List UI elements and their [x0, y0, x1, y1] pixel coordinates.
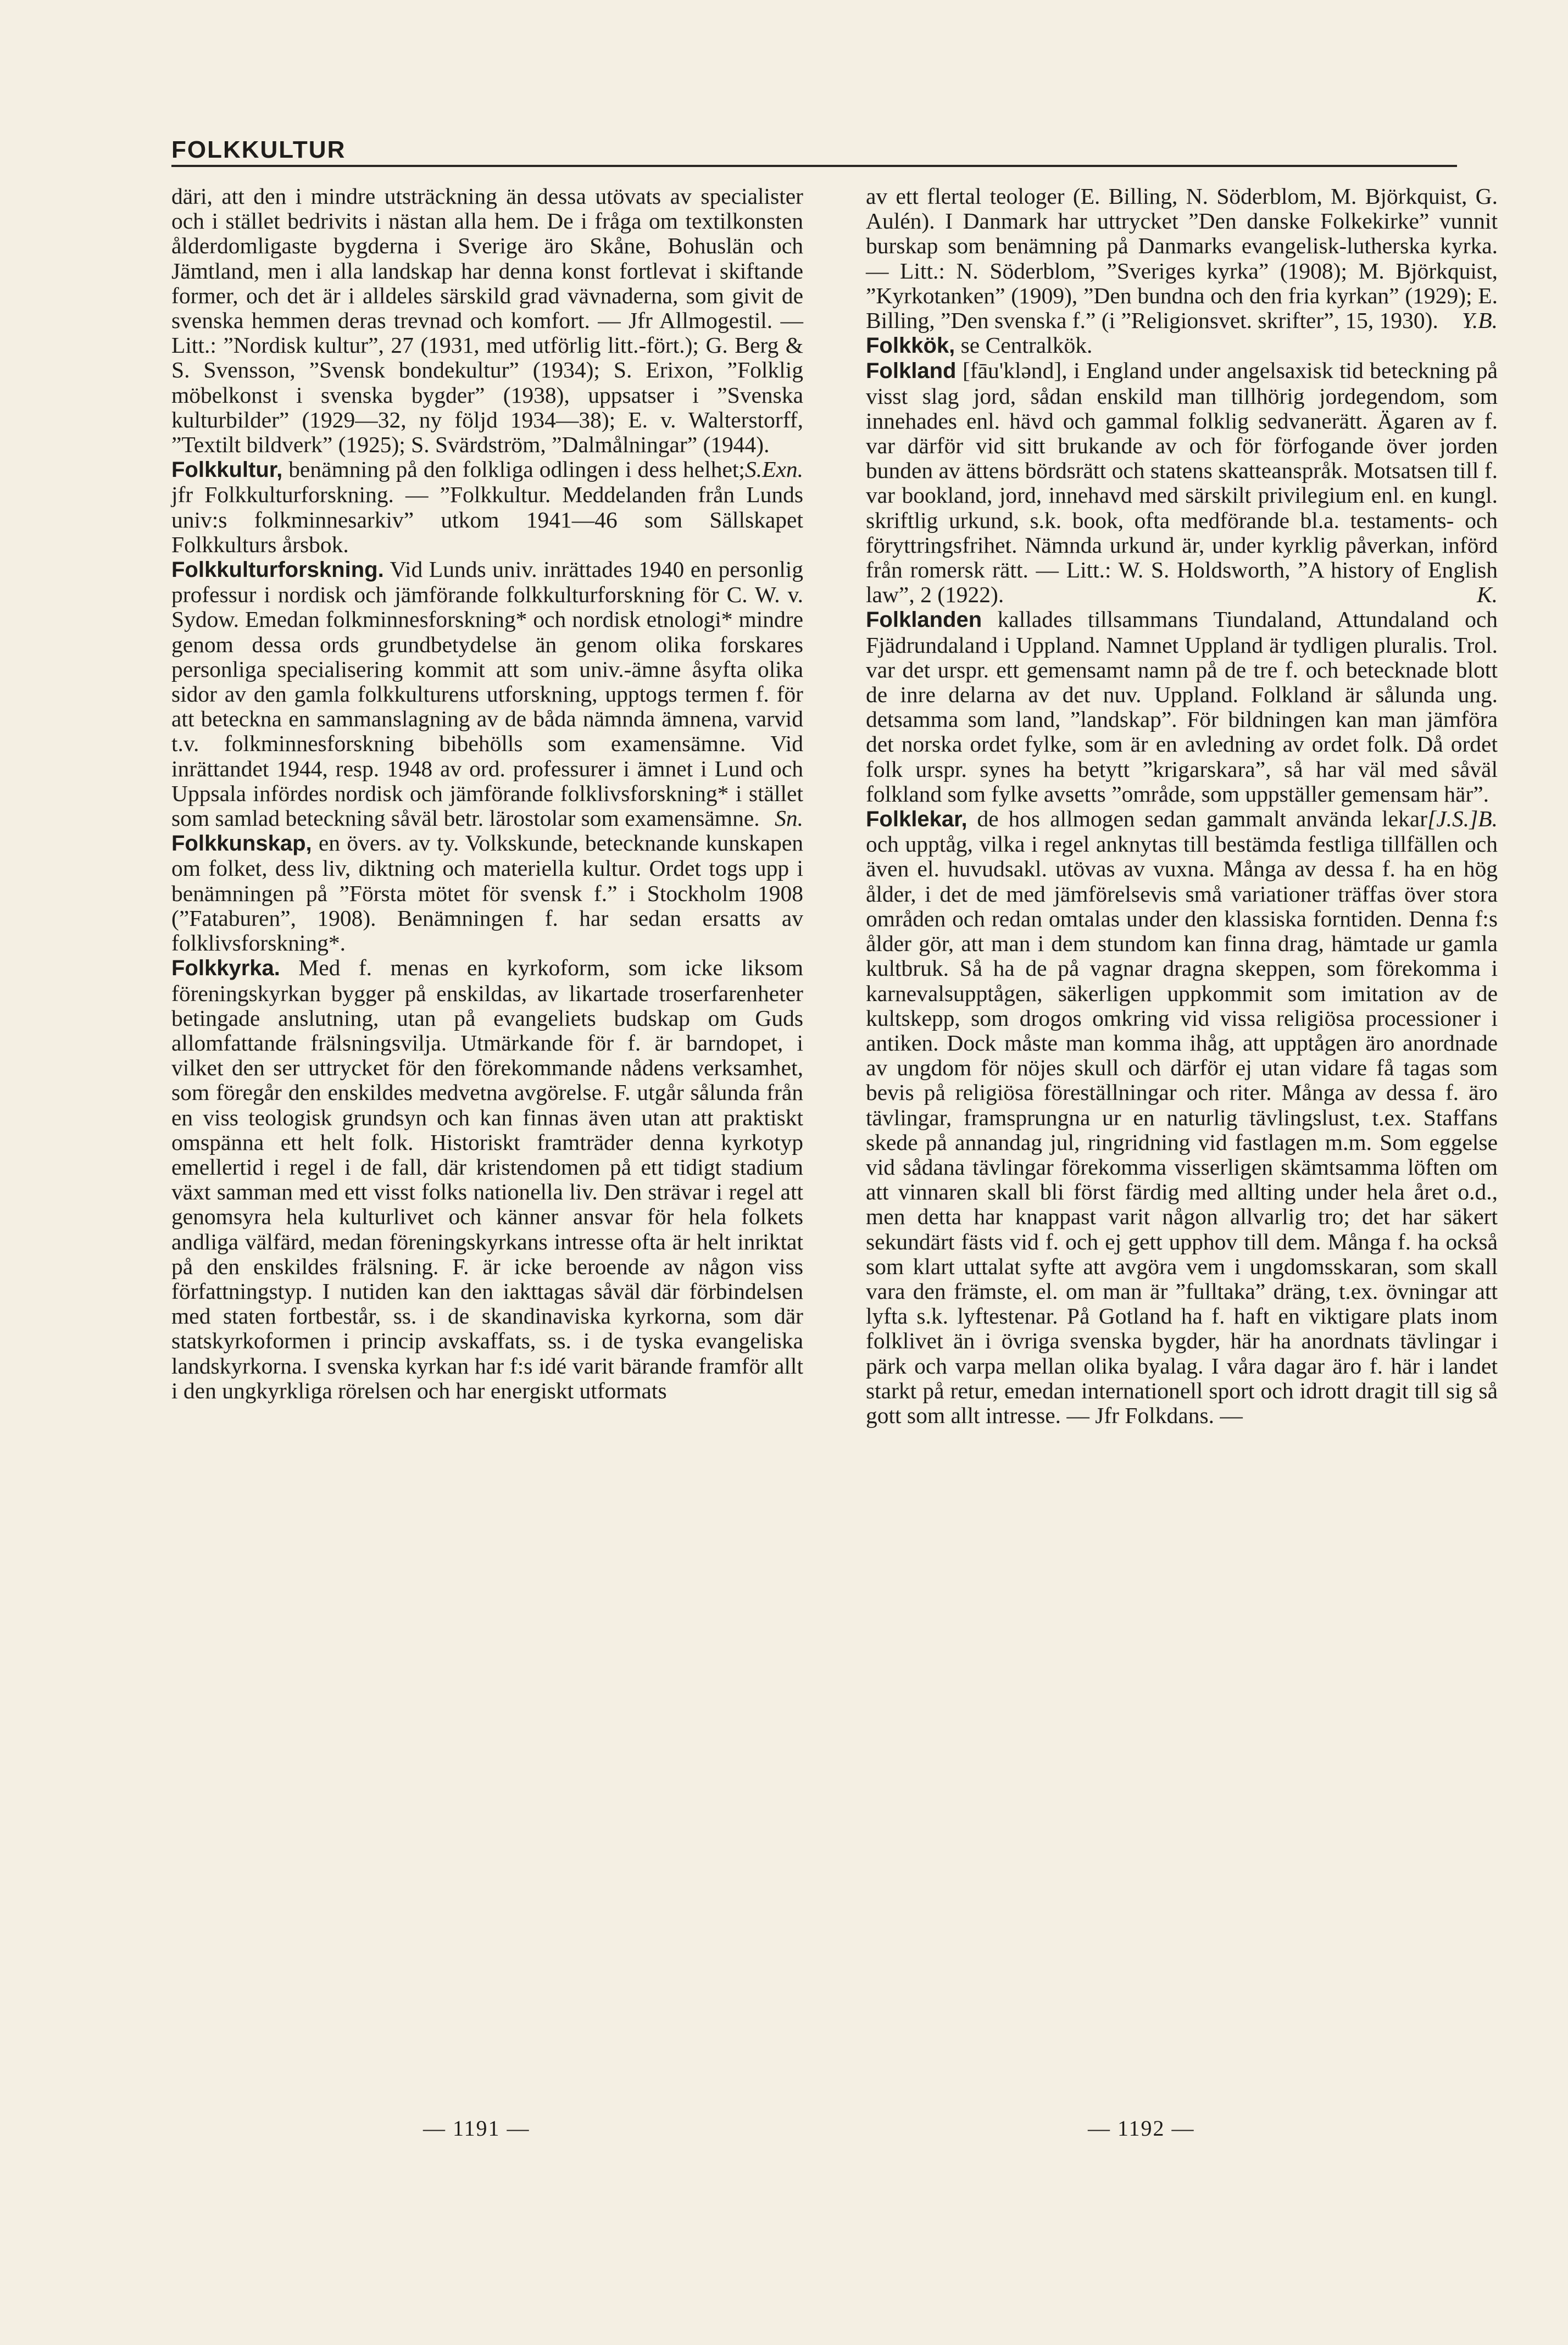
entry-text: däri, att den i mindre utsträckning än dessa utövats av specialister och i stället bedrivits i nästan alla hem. De i fråga om textilkonsten ålderdomligaste bygderna i Sverige äro Skåne, Bohuslän och Jämtland, men i alla landskap har denna konst fortlevat i skiftande former, och det är i alldeles särskild grad vävnaderna, som givit de svenska hemmen deras trevnad och komfort. — Jfr Allmogestil. — Litt.: ”Nordisk kultur”, 27 (1931, med utförlig litt.-fört.); G. Berg & S. Svensson, ”Svensk bondekultur” (1934); S. Erixon, ”Folklig möbelkonst i svenska bygder” (1938), uppsatser i ”Svenska kulturbilder” (1929—32, ny följd 1934—38); E. v. Walterstorff, ”Textilt bildverk” (1925); S. Svärdström, ”Dalmålningar” (1944).	[171, 184, 803, 458]
entry-headword: Folkkök,	[866, 334, 955, 358]
entry-text: kallades tillsammans Tiundaland, Attundaland och Fjädrundaland i Uppland. Namnet Uppland är tydligen pluralis. Trol. var det urspr. ett gemensamt namn på de tre f. och betecknade blott de inre delarna av det nuv. Uppland. Folkland är sålunda ung. detsamma som land, ”landskap”. För bildningen kan man jämföra det norska ordet fylke, som är en avledning av ordet folk. Då ordet folk urspr. synes ha betytt ”krigarskara”, så har väl med såväl folkland som fylke avsetts ”område, som uppställer gemensam här”.	[866, 607, 1498, 807]
author-signature: Sn.	[775, 805, 803, 831]
entry-folkkunskap	[171, 831, 803, 955]
entry-headword: Folklekar,	[866, 807, 968, 832]
entry-text: benämning på den folkliga odlingen i dess helhet; jfr Folkkulturforskning. — ”Folkkultur. Meddelanden från Lunds univ:s folkminnesarkiv” utkom 1941—46 som Sällskapet Folkkulturs årsbok.	[171, 457, 803, 557]
entry-headword: Folklanden	[866, 608, 982, 632]
entry-folkkultur	[171, 457, 803, 557]
entry-folklekar	[866, 807, 1498, 1428]
entry-text: [fāu'klənd], i England under angelsaxisk tid beteckning på visst slag jord, sådan enskild man tillhörig jordegendom, som innehades enl. hävd och gammal folklig sedvanerätt. Ägaren av f. var därför vid sitt brukande av och för förfogande över jorden bunden av ättens bördsrätt och statens skatteanspråk. Motsatsen till f. var bookland, jord, innehavd med särskilt privilegium enl. en kungl. skriftlig urkund, s.k. book, ofta medförande bl.a. testaments- och föryttringsfrihet. Nämnda urkund är, under kyrklig påverkan, införd från romersk rätt. — Litt.: W. S. Holdsworth, ”A history of English law”, 2 (1922).	[866, 358, 1498, 608]
author-signature: Y.B.	[1461, 308, 1498, 334]
column-left	[171, 184, 803, 1403]
entry-text: av ett flertal teologer (E. Billing, N. Söderblom, M. Björkquist, G. Aulén). I Danmark har uttrycket ”Den danske Folkekirke” vunnit burskap som benämning på Danmarks evangelisk-lutherska kyrka. — Litt.: N. Söderblom, ”Sveriges kyrka” (1908); M. Björkquist, ”Kyrkotanken” (1909), ”Den bundna och den fria kyrkan” (1929); E. Billing, ”Den svenska f.” (i ”Religionsvet. skrifter”, 15, 1930).	[866, 184, 1498, 334]
entry-headword: Folkland	[866, 359, 957, 384]
entry-folkkok	[866, 333, 1498, 358]
author-signature: [J.S.]B.	[1427, 806, 1498, 832]
entry-headword: Folkkunskap,	[171, 831, 312, 856]
entry-folkkyrka	[171, 955, 803, 1403]
entry-folkkulturforskning	[171, 557, 803, 831]
entry-text: de hos allmogen sedan gammalt använda lekar och upptåg, vilka i regel anknytas till bestämda festliga tillfällen och även el. huvudsakl. utövas av vuxna. Många av dessa f. ha en hög ålder, i det de med jämförelsevis små variationer träffas över stora områden och redan omtalas under den klassiska forntiden. Denna f:s ålder gör, att man i dem stundom kan finna drag, hämtade ur gamla kultbruk. Så ha de på vagnar dragna skeppen, som förekomma i karnevalsupptågen, säkerligen uppkommit som imitation av de kultskepp, som drogos omkring vid vissa religiösa processioner i antiken. Dock måste man komma ihåg, att upptågen äro anordnade av ungdom för nöjes skull och därför ej utan vidare få tagas som bevis på religiösa föreställningar och riter. Många av dessa f. äro tävlingar, framsprungna ur en naturlig tävlingslust, t.ex. Staffans skede på annandag jul, ringridning vid fastlagen m.m. Som eggelse vid sådana tävlingar förekomma visserligen skämtsamma löften om att vinnaren skall bli först färdig med allting under hela året o.d., men detta har knappast varit någon allvarlig tro; det har säkert sekundärt fästs vid f. och ej gett upphov till dem. Många f. ha också som klart uttalat syfte att avgöra vem i ungdomsskaran, som skall vara den främste, el. om man är ”fulltaka” dräng, t.ex. övningar att lyfta s.k. lyftestenar. På Gotland ha f. haft en viktigare plats inom folklivet än i övriga svenska bygder, här ha anordnats tävlingar i pärk och varpa mellan olika byalag. I våra dagar äro f. här i landet starkt på retur, emedan internationell sport och idrott dragit till sig så gott som allt intresse. — Jfr Folkdans. —	[866, 806, 1498, 1428]
page-number-left: — 1191 —	[423, 2116, 530, 2141]
entry-continuation	[866, 184, 1498, 333]
entry-folkland	[866, 358, 1498, 607]
entry-text: Vid Lunds univ. inrättades 1940 en personlig professur i nordisk och jämförande folkkulturforskning för C. W. v. Sydow. Emedan folkminnesforskning* och nordisk etnologi* mindre genom dessa ords grundbetydelse än genom olika forskares personliga specialisering kommit att som univ.-ämne åsyfta olika sidor av den gamla folkkulturens utforskning, upptogs termen f. för att beteckna en sammanslagning av de båda nämnda ämnena, varvid t.v. folkminnesforskning bibehölls som examensämne. Vid inrättandet 1944, resp. 1948 av ord. professurer i ämnet i Lund och Uppsala infördes nordisk och jämförande folklivsforskning* i stället som samlad beteckning såväl betr. lärostolar som examensämne.	[171, 557, 803, 831]
entry-text: en övers. av ty. Volkskunde, betecknande kunskapen om folket, dess liv, diktning och materiella kultur. Ordet togs upp i benämningen på ”Första mötet för svensk f.” i Stockholm 1908 (”Fataburen”, 1908). Benämningen f. har sedan ersatts av folklivsforskning*.	[171, 830, 803, 956]
entry-text: se Centralkök.	[955, 332, 1093, 358]
author-signature: S.Exn.	[744, 457, 803, 482]
running-head: FOLKKULTUR	[171, 136, 346, 163]
author-signature: K.	[1476, 582, 1498, 608]
page-number-right: — 1192 —	[1088, 2116, 1195, 2141]
column-right	[866, 184, 1498, 1428]
entry-headword: Folkkyrka.	[171, 956, 280, 981]
entry-text: Med f. menas en kyrkoform, som icke liksom föreningskyrkan bygger på enskildas, av likartade troserfarenheter betingade anslutning, utan på evangeliets budskap om Guds allomfattande frälsningsvilja. Utmärkande för f. är barndopet, i vilket den ser uttrycket för den förekommande nådens verksamhet, som föregår den enskildes medvetna avgörelse. F. utgår sålunda från en viss teologisk grundsyn och kan finnas även utan att praktiskt omspänna ett helt folk. Historiskt framträder denna kyrkotyp emellertid i regel i de fall, där kristendomen på ett tidigt stadium växt samman med ett visst folks nationella liv. Den strävar i regel att genomsyra hela kulturlivet och känner ansvar för hela folkets andliga välfärd, medan föreningskyrkans intresse ofta är helt inriktat på den enskildes frälsning. F. är icke beroende av någon viss författningstyp. I nutiden kan den iakttagas såväl där förbindelsen med staten fortbestår, ss. i de skandinaviska kyrkorna, som där statskyrkoformen i princip avskaffats, ss. i de tyska evangeliska landskyrkorna. I svenska kyrkan har f:s idé varit bärande framför allt i den ungkyrkliga rörelsen och har energiskt utformats	[171, 955, 803, 1403]
entry-headword: Folkkultur,	[171, 458, 283, 482]
entry-headword: Folkkulturforskning.	[171, 558, 384, 582]
head-rule	[171, 165, 1457, 167]
